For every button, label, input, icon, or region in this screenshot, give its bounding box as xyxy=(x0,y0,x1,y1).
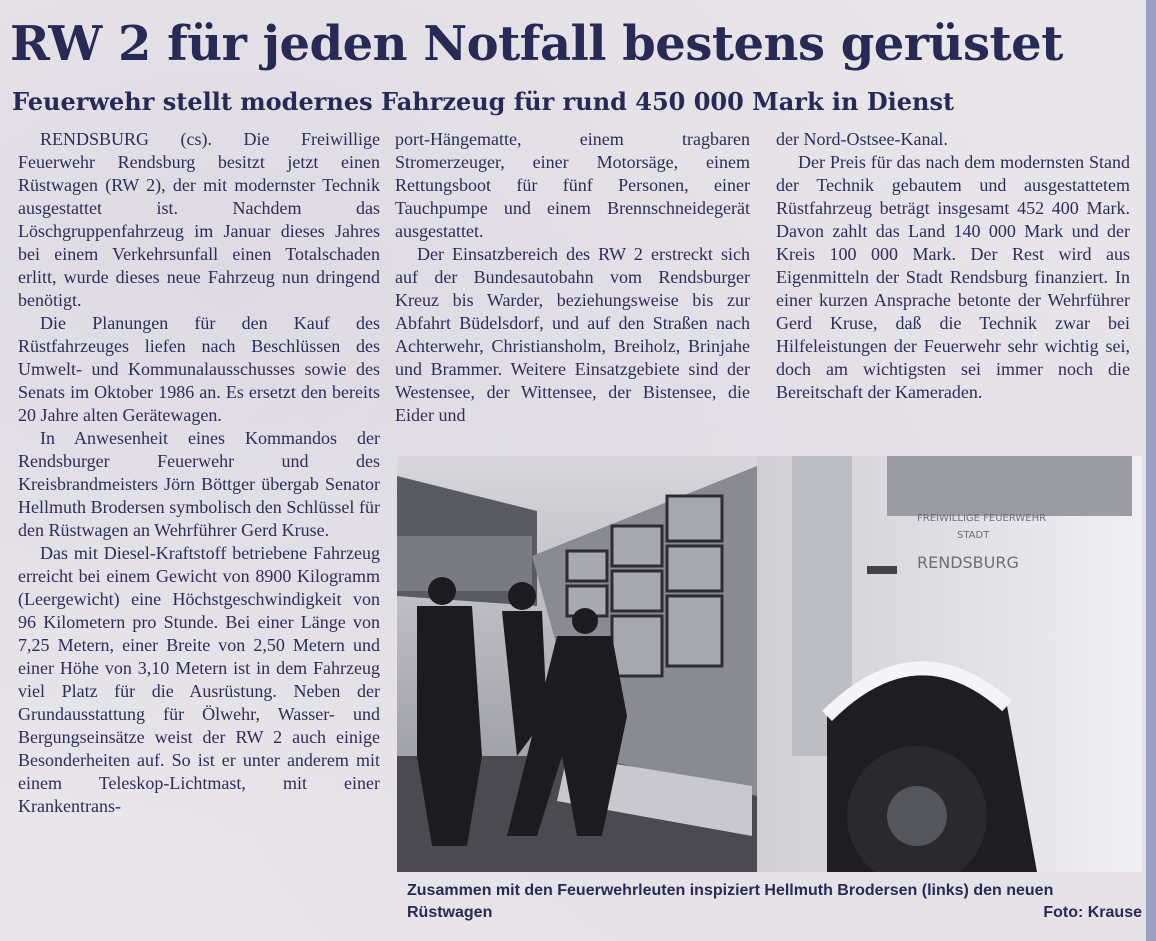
article-column-3 xyxy=(776,128,1130,404)
news-photo xyxy=(397,456,1142,872)
paragraph: Der Preis für das nach dem modernsten Stand der Technik gebautem und ausgestattetem Rüstfahrzeug beträgt insgesamt 452 400 Mark. Davon zahlt das Land 140 000 Mark und der Kreis 100 000 Mark. Der Rest wird aus Eigenmitteln der Stadt Rendsburg finanziert. In einer kurzen Ansprache betonte der Wehrführer Gerd Kruse, daß die Technik zwar bei Hilfeleistungen der Feuerwehr sehr wichtig sei, doch am wichtigsten sei immer noch die Bereitschaft der Kameraden. xyxy=(776,152,1130,402)
door-lettering-3: RENDSBURG xyxy=(917,553,1019,572)
paragraph: der Nord-Ostsee-Kanal. xyxy=(776,129,948,149)
paragraph: In Anwesenheit eines Kommandos der Rendsburger Feuerwehr und des Kreisbrandmeisters Jörn Böttger übergab Senator Hellmuth Brodersen symbolisch den Schlüssel für den Rüstwagen an Wehrführer Gerd Kruse. xyxy=(18,428,380,540)
scan-edge xyxy=(1146,0,1156,941)
paragraph: port-Hängematte, einem tragbaren Stromerzeuger, einer Motorsäge, einem Rettungsboot für fünf Personen, einer Tauchpumpe und einem Brennschneidegerät ausgestattet. xyxy=(395,129,750,241)
paragraph: Die Planungen für den Kauf des Rüstfahrzeuges liefen nach Beschlüssen des Umwelt- und Kommunalausschusses sowie des Senats im Oktober 1986 an. Es ersetzt den bereits 20 Jahre alten Gerätewagen. xyxy=(18,313,380,425)
article-column-2 xyxy=(395,128,750,427)
photo-caption xyxy=(407,880,1142,924)
paragraph: RENDSBURG (cs). Die Freiwillige Feuerwehr Rendsburg besitzt jetzt einen Rüstwagen (RW 2), der mit modernster Technik ausgestattet ist. Nachdem das Löschgruppenfahrzeug im Januar dieses Jahres bei einem Verkehrsunfall einen Totalschaden erlitt, wurde dieses neue Fahrzeug nun dringend benötigt. xyxy=(18,129,380,310)
fire-truck-photo xyxy=(397,456,1142,872)
paragraph: Das mit Diesel-Kraftstoff betriebene Fahrzeug erreicht bei einem Gewicht von 8900 Kilogramm (Leergewicht) eine Höchstgeschwindigkeit von 96 Kilometern pro Stunde. Bei einer Länge von 7,25 Metern, einer Breite von 2,50 Metern und einer Höhe von 3,10 Metern ist in dem Fahrzeug viel Platz für die Ausrüstung. Neben der Grundausstattung für Ölwehr, Wasser- und Bergungseinsätze weist der RW 2 auch einige Besonderheiten auf. So ist er unter anderem mit einem Teleskop-Lichtmast, mit einer Krankentrans- xyxy=(18,543,380,816)
paragraph: Der Einsatzbereich des RW 2 erstreckt sich auf der Bundesautobahn vom Rendsburger Kreuz bis Warder, beziehungsweise bis zur Abfahrt Büdelsdorf, und auf den Straßen nach Achterwehr, Christiansholm, Breiholz, Brinjahe und Brammer. Weitere Einsatzgebiete sind der Westensee, der Wittensee, der Bistensee, die Eider und xyxy=(395,244,750,425)
door-lettering-1: FREIWILLIGE FEUERWEHR xyxy=(917,513,1047,524)
photo-credit: Foto: Krause xyxy=(1043,904,1142,921)
article-column-1 xyxy=(18,128,380,818)
caption-text: Zusammen mit den Feuerwehrleuten inspiziert Hellmuth Brodersen (links) den neuen Rüstwagen xyxy=(407,882,1054,921)
headline: RW 2 für jeden Notfall bestens gerüstet xyxy=(10,16,1063,72)
subheadline: Feuerwehr stellt modernes Fahrzeug für rund 450 000 Mark in Dienst xyxy=(12,87,955,116)
door-lettering-2: STADT xyxy=(957,530,990,541)
